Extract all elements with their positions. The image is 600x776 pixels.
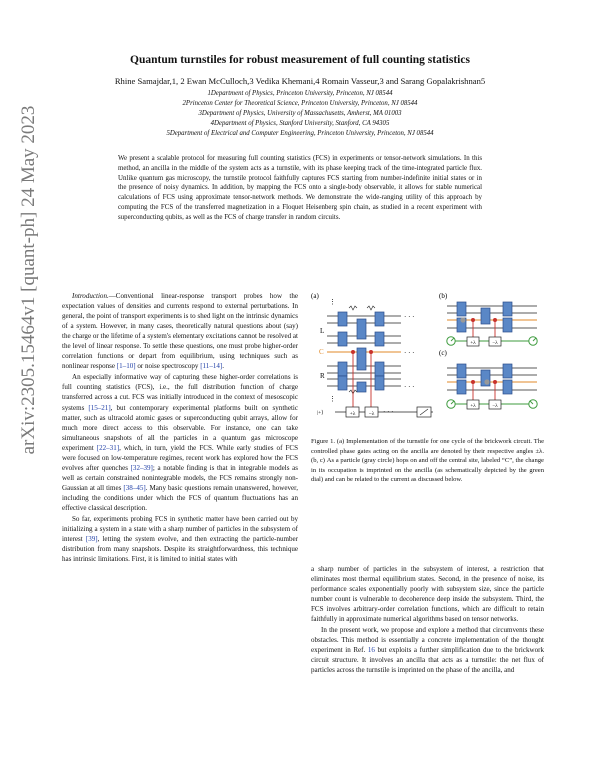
citation-link[interactable]: 16 bbox=[367, 646, 375, 655]
text-run: , letting the system evolve, and then extracting the particle-number distribution from many snapshots. Despite its straightforwardness, this technique has intrinsic limitations. First, it is limited to initial states with bbox=[62, 535, 298, 564]
text-run: . Many basic questions remain unanswered, however, including the conditions under which the FCS of quantum fluctuations has an effective classical description. bbox=[62, 483, 298, 512]
ellipsis: · · · bbox=[404, 383, 415, 391]
label-left-subsystem: L bbox=[320, 327, 325, 335]
paragraph bbox=[62, 514, 298, 564]
unitary-gate bbox=[375, 332, 384, 346]
control-dot bbox=[369, 350, 373, 354]
citation-link[interactable]: [22–31] bbox=[96, 443, 120, 452]
text-run: An especially informative way of capturing these higher-order correlations is full counting statistics (FCS), i.e., the full distribution function of charge transferred across a cut. FCS was initially introduced in the context of mesoscopic systems bbox=[62, 373, 298, 412]
label-ancilla-state: |+⟩ bbox=[317, 410, 324, 416]
label-central-site: C bbox=[319, 348, 324, 356]
citation-link[interactable]: [11–14] bbox=[200, 362, 223, 371]
unitary-gate bbox=[338, 376, 347, 390]
citation-link[interactable]: [38–45] bbox=[123, 483, 146, 492]
ellipsis: · · · bbox=[383, 408, 394, 416]
text-run: —Conventional linear-response transport probes how the expectation values of densities and currents respond to external perturbations. In general, the point of transport experiments is to shed light on the intrinsic dynamics of a system. However, in many cases, theoretically natural questions about (say) the charge or the lifetime of a system's elementary excitations cannot be resolved at the level of linear response. To settle these questions, one must probe higher-order correlation functions or depart from equilibrium, using techniques such as nonlinear response bbox=[62, 292, 298, 371]
abstract: We present a scalable protocol for measuring full counting statistics (FCS) in experiments or tensor-network simulations. In this method, an ancilla in the middle of the system acts as a turnstile, with its phase keeping track of the time-integrated particle flux. Unlike quantum gas microscopy, the turnstile protocol faithfully captures FCS starting from number-indefinite initial states or in the presence of noisy dynamics. In addition, by mapping the FCS onto a single-body observable, it allows for stable numerical calculations of FCS using approximate tensor-network methods. We demonstrate the wide-ranging utility of this approach by computing the FCS of the transferred magnetization in a Floquet Heisenberg spin chain, as studied in a recent experiment with superconducting qubits, as well as the FCS of charge transfer in random circuits. bbox=[118, 155, 482, 221]
section-lead: Introduction. bbox=[72, 292, 109, 300]
panel-c-circuit bbox=[447, 364, 537, 409]
affiliation: 2Princeton Center for Theoretical Science, Princeton University, Princeton, NJ 08544 bbox=[182, 100, 418, 107]
panel-label-b: (b) bbox=[439, 292, 448, 300]
text-run: . bbox=[222, 362, 225, 371]
ellipsis: · · · bbox=[404, 313, 415, 321]
unitary-gate bbox=[338, 312, 347, 326]
gate-label: +λ bbox=[470, 404, 476, 409]
gate-label: −λ bbox=[492, 341, 498, 346]
citation-link[interactable]: [39] bbox=[85, 535, 98, 544]
text-run: , which, in turn, yield the FCS. While early studies of FCS were focused on low-temperature regimes, recent work has explored how the FCS evolves after quenches bbox=[62, 443, 298, 472]
right-column bbox=[311, 564, 544, 676]
figure-1-turnstile-circuit bbox=[311, 286, 544, 432]
gate-label: +λ bbox=[349, 411, 356, 417]
affiliation: 4Department of Physics, Stanford University, Stanford, CA 94305 bbox=[210, 120, 390, 127]
text-run: , but contemporary experimental platforms built on synthetic matter, such as ultracold atomic gases or superconducting qubit arrays, allow for much more direct access to this observable. For instance, one can take simultaneous snapshots of all the particles in a quantum gas microscope experiment bbox=[62, 403, 298, 452]
left-column bbox=[62, 291, 298, 564]
affiliation: 5Department of Electrical and Computer Engineering, Princeton University, Princeton, NJ 08544 bbox=[166, 130, 434, 137]
unitary-gate bbox=[357, 348, 366, 370]
arxiv-identifier-sidebar bbox=[16, 60, 42, 500]
panel-label-a: (a) bbox=[311, 292, 319, 300]
caption-text: (a) Implementation of the turnstile for one cycle of the brickwork circuit. The controlled phase gates acting on the ancilla are denoted by their respective angles ±λ. (b, c) As a particle (gray circle) hops on and off the central site, labeled “C”, the change in its occupation is imprinted on the ancilla (as schematically depicted by the green dial) and can be related to the current as discussed below. bbox=[311, 438, 545, 484]
unitary-gate bbox=[338, 332, 347, 346]
label-right-subsystem: R bbox=[320, 372, 325, 380]
ellipsis: · · · bbox=[404, 349, 415, 357]
text-run: ; a notable finding is that in integrable models as well as certain constrained nonintegrable models, the FCS remains strongly non-Gaussian at all times bbox=[62, 463, 298, 492]
affiliations bbox=[40, 89, 560, 139]
control-dot bbox=[351, 350, 355, 354]
figure-caption bbox=[311, 437, 544, 485]
arxiv-id: arXiv:2305.15464v1 [quant-ph] 24 May 2023 bbox=[18, 105, 39, 455]
gate-label: +λ bbox=[470, 341, 476, 346]
paragraph-introduction bbox=[62, 291, 298, 371]
affiliation: 1Department of Physics, Princeton University, Princeton, NJ 08544 bbox=[207, 90, 393, 97]
paragraph: a sharp number of particles in the subsystem of interest, a restriction that eliminates most thermal equilibrium states. Second, in the presence of noise, its performance scales exponentially poorly with subsystem size, since the particle number count is vulnerable to decoherence deep inside the subsystem. Third, the FCS involves arbitrary-order correlation functions, which are difficult to retain faithfully in approximate numerical algorithms based on tensor networks. bbox=[311, 565, 544, 624]
affiliation: 3Department of Physics, University of Massachusetts, Amherst, MA 01003 bbox=[198, 110, 402, 117]
unitary-gate bbox=[375, 312, 384, 326]
citation-link[interactable]: [15–21] bbox=[88, 403, 111, 412]
paper-title: Quantum turnstiles for robust measurement of full counting statistics bbox=[130, 54, 470, 66]
unitary-gate bbox=[375, 362, 384, 376]
gate-label: −λ bbox=[368, 411, 375, 417]
unitary-gate bbox=[357, 319, 366, 339]
paragraph bbox=[311, 625, 544, 675]
gate-label: −λ bbox=[492, 404, 498, 409]
citation-link[interactable]: [1–10] bbox=[116, 362, 136, 371]
author-list: Rhine Samajdar,1, 2 Ewan McCulloch,3 Vedika Khemani,4 Romain Vasseur,3 and Sarang Gopalakrishnan5 bbox=[114, 76, 486, 86]
vertical-ellipsis: ⋮ bbox=[329, 298, 336, 306]
panel-b-circuit bbox=[447, 302, 537, 346]
unitary-gate bbox=[338, 362, 347, 376]
text-run: So far, experiments probing FCS in synthetic matter have been carried out by initializing a system in a state with a sharp number of particles in the subsystem of interest bbox=[62, 515, 298, 544]
citation-link[interactable]: [32–39] bbox=[130, 463, 153, 472]
panel-label-c: (c) bbox=[439, 349, 447, 357]
caption-label: Figure 1. bbox=[311, 438, 336, 445]
text-run: but exploits a further simplification due to the brickwork circuit structure. It involves an ancilla that acts as a turnstile: the net flux of particles across the turnstile is imprinted on the phase of the ancilla, and bbox=[311, 646, 544, 675]
unitary-gate bbox=[375, 376, 384, 390]
vertical-ellipsis: ⋮ bbox=[329, 395, 336, 403]
text-run: In the present work, we propose and explore a method that circumvents these obstacles. This method is essentially a concrete implementation of the thought experiment in Ref. bbox=[311, 626, 544, 655]
paragraph bbox=[62, 372, 298, 513]
text-run: or noise spectroscopy bbox=[135, 362, 201, 371]
unitary-gate bbox=[357, 382, 366, 392]
